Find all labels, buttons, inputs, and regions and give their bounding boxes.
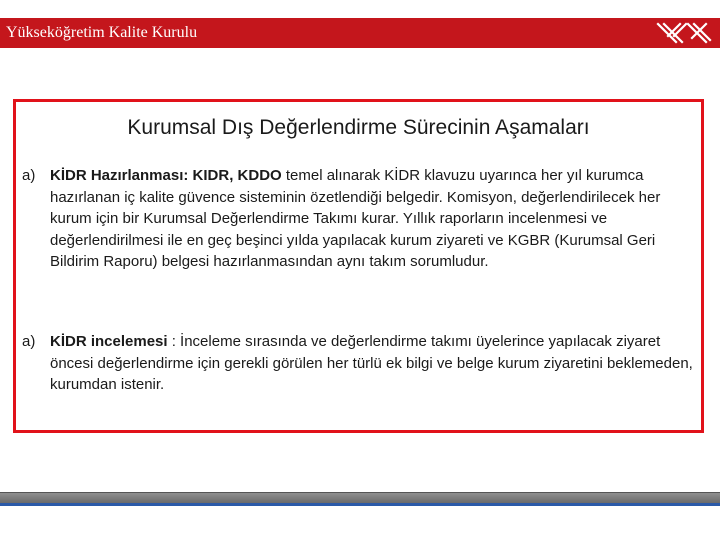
organization-title: Yükseköğretim Kalite Kurulu <box>6 24 198 41</box>
list-marker: a) <box>22 333 36 350</box>
list-marker: a) <box>22 167 36 184</box>
footer-bar <box>0 492 720 503</box>
list-item-text: temel alınarak KİDR klavuzu uyarınca her yıl kurumca hazırlanan iç kalite güvence sisteminin özetlendiği belgedir. Komisyon, değerlendirilecek her kurum için bir Kurumsal Değerlendirme Takımı kurar. Yıllık raporların incelenmesi ve değerlendirilmesi ile en geç beşinci yılda yapılacak kurum ziyareti ve KGBR (Kurumsal Geri Bildirim Raporu) belgesi hazırlanmasından aynı takım sorumludur. <box>50 167 661 270</box>
list-item-body <box>50 165 698 273</box>
list-item-text: : İnceleme sırasında ve değerlendirme takımı üyelerince yapılacak ziyaret öncesi değerlendirme için gerekli görülen her türlü ek bilgi ve belge kurum ziyaretini beklemeden, kurumdan istenir. <box>50 333 693 393</box>
yok-logo-icon <box>652 20 712 46</box>
list-item-body <box>50 331 698 396</box>
list-item-lead: KİDR Hazırlanması: KIDR, KDDO <box>50 167 282 184</box>
list-item <box>22 165 698 273</box>
content-box <box>13 99 704 433</box>
footer-accent-line <box>0 503 720 506</box>
slide-title: Kurumsal Dış Değerlendirme Sürecinin Aşamaları <box>127 116 590 139</box>
list-item <box>22 331 698 396</box>
list-item-lead: KİDR incelemesi <box>50 333 168 350</box>
header-bar <box>0 18 720 48</box>
